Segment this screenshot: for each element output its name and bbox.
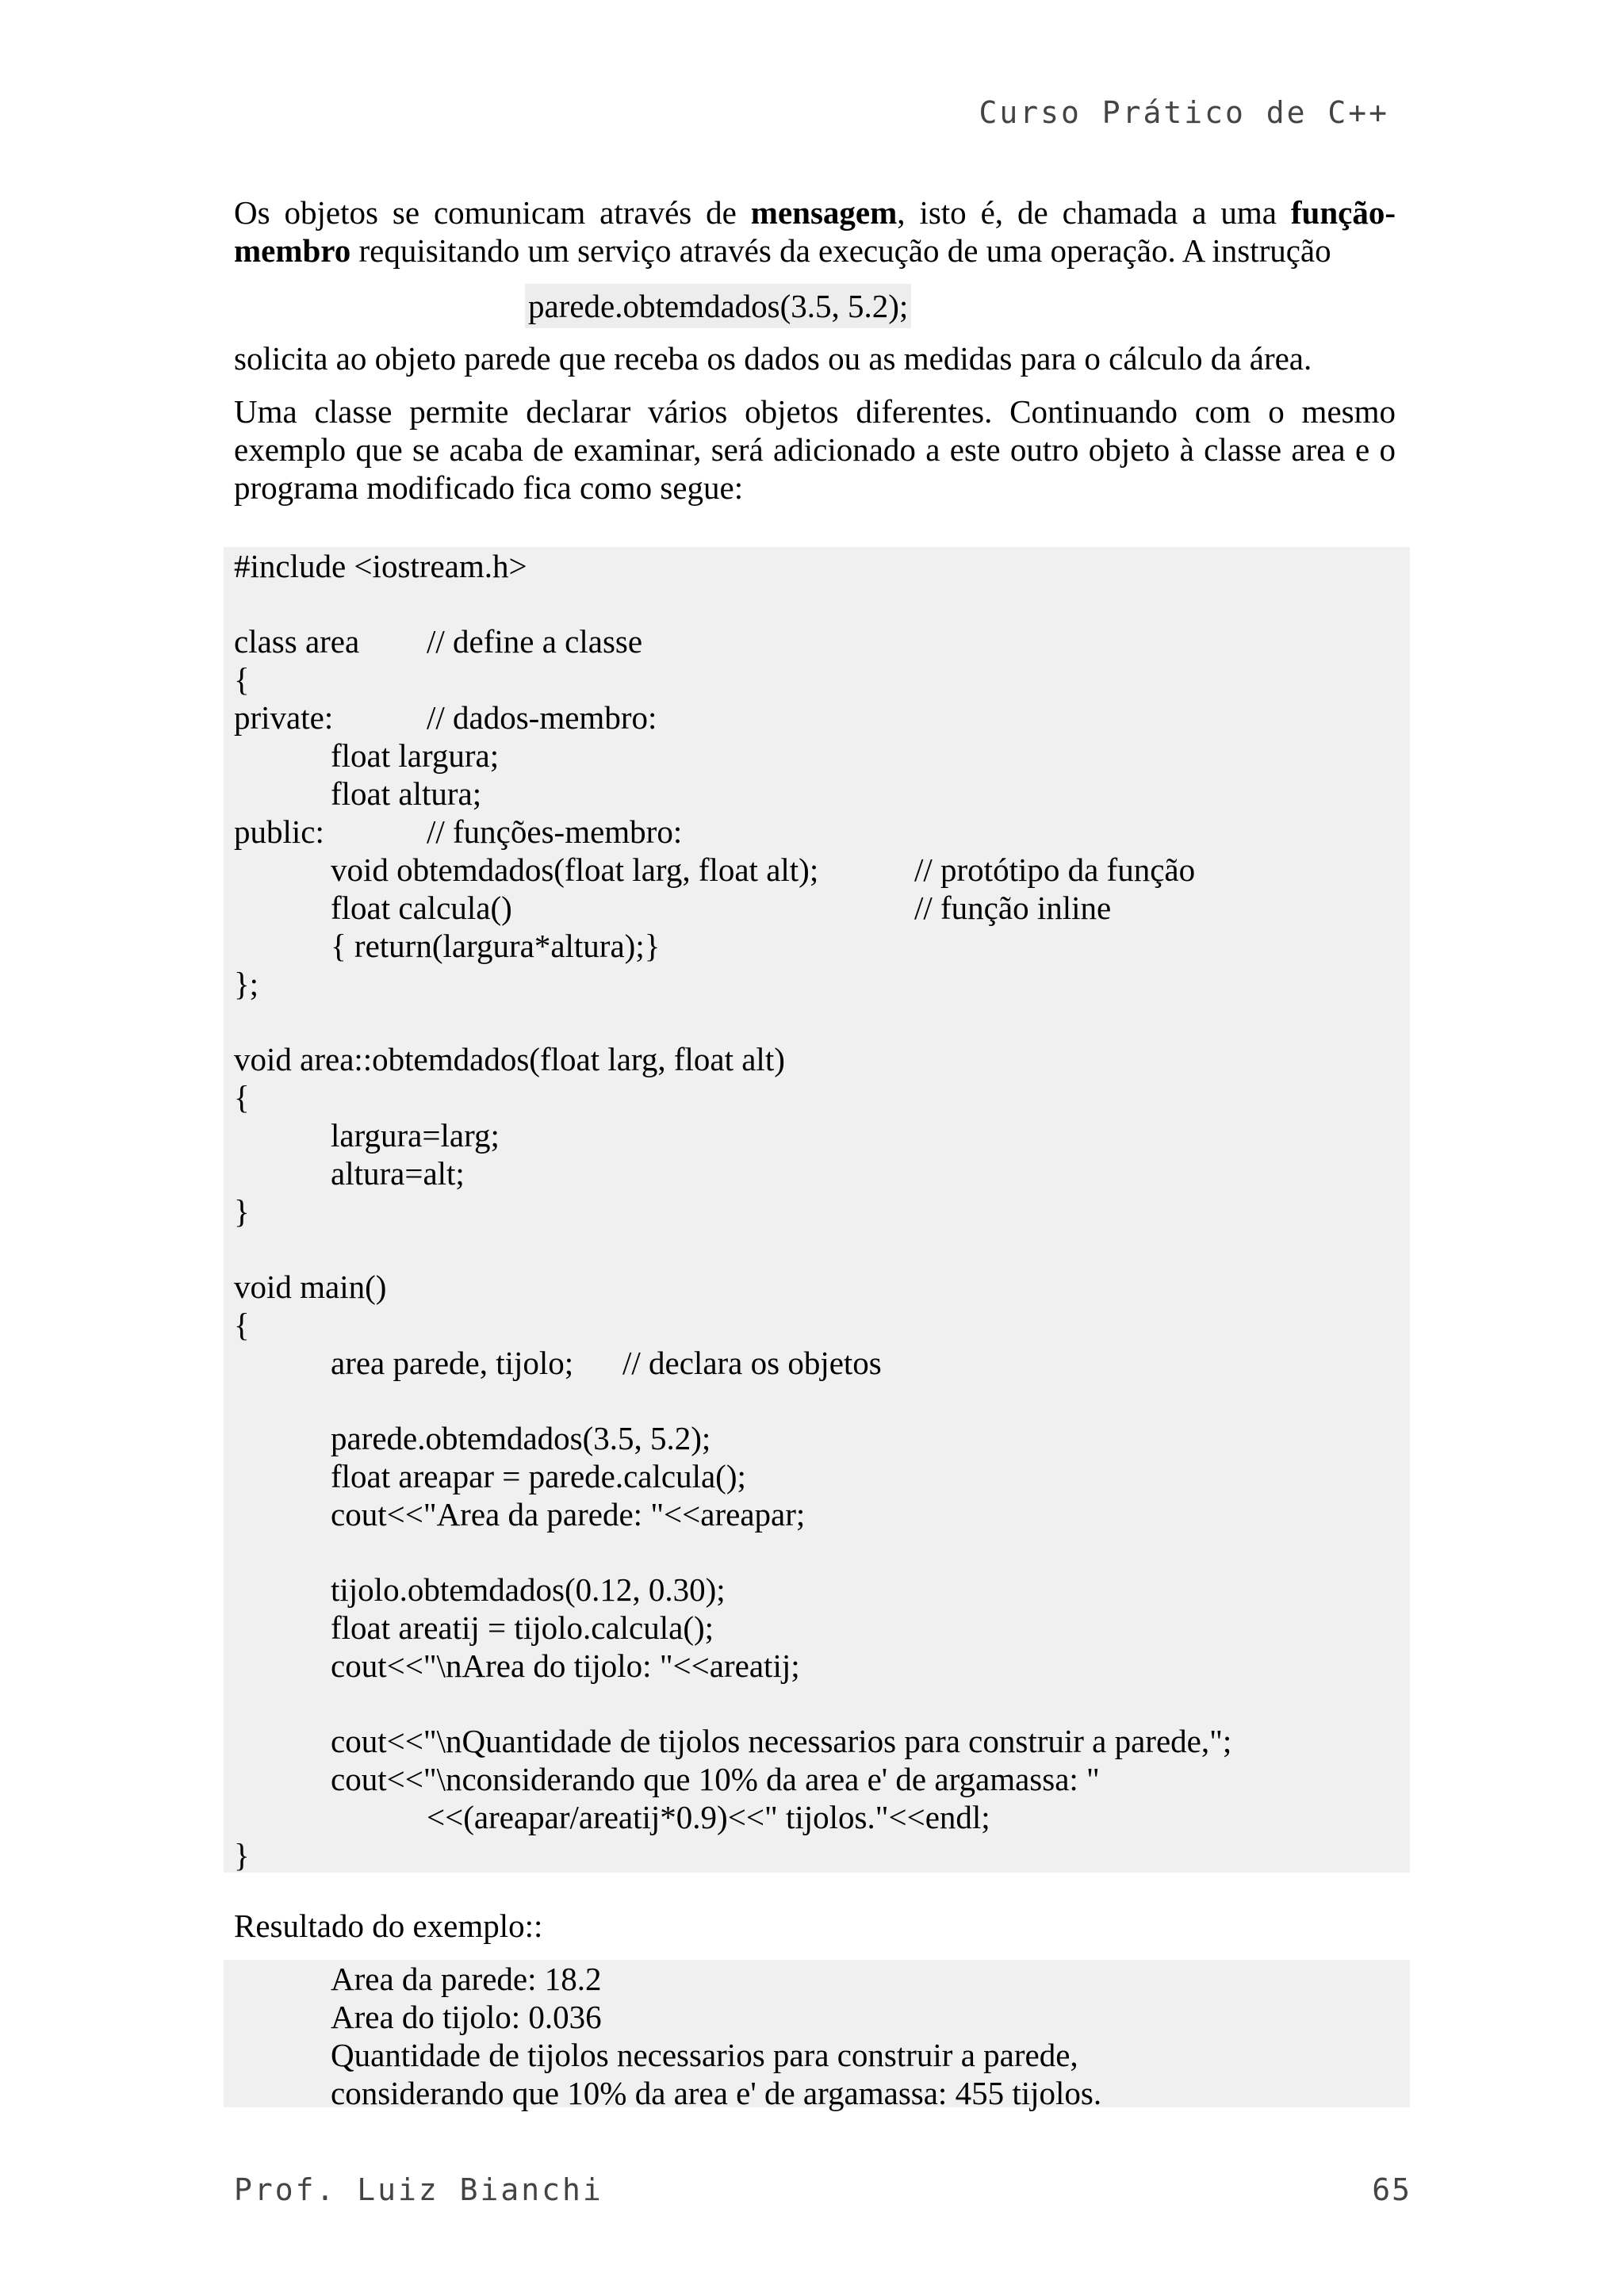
- code-line-21: float areapar = parede.calcula();: [331, 1458, 746, 1494]
- code-line-25: cout<<"\nArea do tijolo: "<<areatij;: [331, 1647, 800, 1684]
- code-line-29: }: [234, 1837, 250, 1873]
- code-line-10: { return(largura*altura);}: [331, 928, 661, 964]
- code-line-28: <<(areapar/areatij*0.9)<<" tijolos."<<endl;: [427, 1799, 990, 1835]
- output-line-1: Area da parede: 18.2: [331, 1961, 602, 1997]
- code-line-13: {: [234, 1079, 250, 1115]
- code-line-18: {: [234, 1307, 250, 1343]
- code-line-9: float calcula(): [331, 890, 512, 926]
- output-line-4: considerando que 10% da area e' de argamassa: 455 tijolos.: [331, 2075, 1102, 2111]
- code-line-27: cout<<"\nconsiderando que 10% da area e' de argamassa: ": [331, 1761, 1100, 1797]
- code-line-8: void obtemdados(float larg, float alt);: [331, 851, 819, 888]
- page-number: 65: [1372, 2172, 1411, 2207]
- code-line-20: parede.obtemdados(3.5, 5.2);: [331, 1420, 711, 1456]
- code-comment-8: // protótipo da função: [914, 851, 1196, 888]
- code-line-5: float largura;: [331, 737, 500, 774]
- code-line-7: public:: [234, 813, 324, 850]
- code-line-6: float altura;: [331, 775, 482, 812]
- intro-paragraph-3: Uma classe permite declarar vários objetos diferentes. Continuando com o mesmo exemplo que se acaba de examinar, será adicionado a este outro objeto à classe area e o programa modificado fica como segue:: [234, 393, 1396, 506]
- code-line-1: #include <iostream.h>: [234, 548, 527, 584]
- footer-author: Prof. Luiz Bianchi: [234, 2172, 603, 2207]
- result-label: Resultado do exemplo::: [234, 1908, 543, 1944]
- code-comment-2: // define a classe: [427, 623, 643, 660]
- intro-text-1: Os objetos se comunicam através de: [234, 194, 751, 231]
- term-mensagem: mensagem: [750, 194, 898, 231]
- code-line-16: }: [234, 1193, 250, 1230]
- code-comment-4: // dados-membro:: [427, 699, 657, 736]
- intro-text-3: requisitando um serviço através da execução de uma operação. A instrução: [350, 232, 1331, 269]
- code-line-4: private:: [234, 699, 334, 736]
- code-line-3: {: [234, 661, 250, 698]
- code-line-22: cout<<"Area da parede: "<<areapar;: [331, 1496, 806, 1533]
- code-line-11: };: [234, 966, 259, 1002]
- code-line-17: void main(): [234, 1269, 387, 1305]
- code-comment-19: // declara os objetos: [622, 1345, 882, 1381]
- code-line-26: cout<<"\nQuantidade de tijolos necessarios para construir a parede,";: [331, 1723, 1232, 1759]
- code-line-15: altura=alt;: [331, 1155, 465, 1192]
- code-comment-9: // função inline: [914, 890, 1112, 926]
- intro-paragraph-1: [234, 193, 1396, 270]
- statement-example: parede.obtemdados(3.5, 5.2);: [525, 284, 911, 328]
- output-line-2: Area do tijolo: 0.036: [331, 1999, 602, 2035]
- output-line-3: Quantidade de tijolos necessarios para construir a parede,: [331, 2037, 1078, 2073]
- intro-text-2: , isto é, de chamada a uma: [897, 194, 1291, 231]
- code-line-19: area parede, tijolo;: [331, 1345, 574, 1381]
- code-line-23: tijolo.obtemdados(0.12, 0.30);: [331, 1571, 726, 1608]
- code-line-12: void area::obtemdados(float larg, float alt): [234, 1041, 785, 1077]
- code-line-14: largura=larg;: [331, 1117, 500, 1154]
- code-line-24: float areatij = tijolo.calcula();: [331, 1609, 714, 1646]
- running-header: Curso Prático de C++: [979, 95, 1389, 130]
- code-comment-7: // funções-membro:: [427, 813, 683, 850]
- term-funcao-membro: função-membro: [234, 194, 1396, 269]
- code-line-2: class area: [234, 623, 360, 660]
- intro-paragraph-2: solicita ao objeto parede que receba os dados ou as medidas para o cálculo da área.: [234, 340, 1312, 377]
